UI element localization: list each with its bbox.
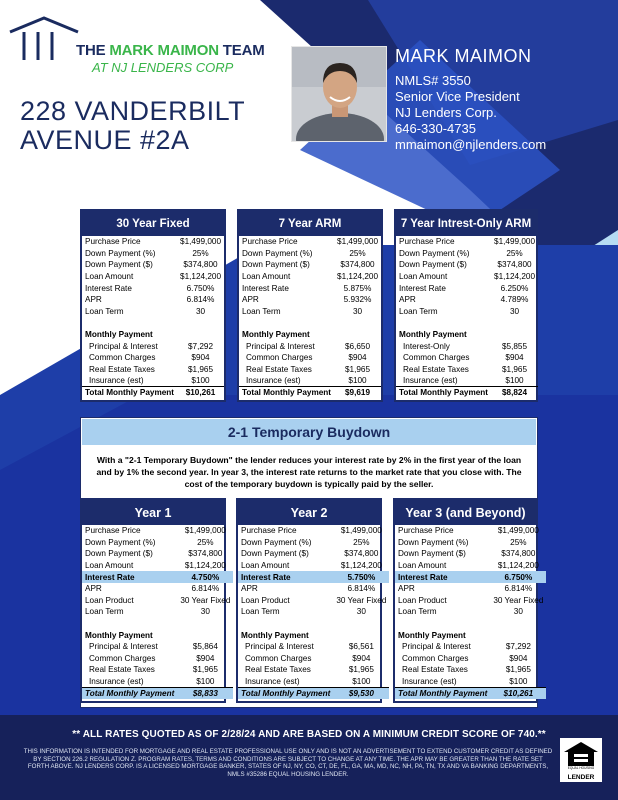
buydown-table-title: Year 2	[238, 500, 380, 525]
row-label: Loan Amount	[242, 272, 291, 282]
row-label: Loan Amount	[399, 272, 448, 282]
row-value: 30	[513, 607, 523, 617]
row-label: Down Payment ($)	[242, 260, 310, 270]
row-value: $904	[191, 353, 210, 363]
row-label: Loan Product	[398, 595, 447, 605]
row-label: Loan Amount	[398, 561, 447, 571]
row-value: $100	[509, 676, 528, 686]
table-row	[82, 606, 233, 618]
row-value: 6.750%	[186, 283, 215, 293]
row-label: Principal & Interest	[245, 642, 314, 652]
row-label: Insurance (est)	[89, 376, 144, 386]
row-value: $1,124,200	[180, 272, 221, 282]
row-value: 4.750%	[177, 571, 233, 583]
table-row	[239, 294, 381, 306]
row-value: 6.250%	[500, 283, 529, 293]
section-label: Monthly Payment	[398, 630, 466, 640]
agent-company: NJ Lenders Corp.	[395, 105, 497, 120]
row-value: 30	[352, 306, 363, 316]
row-value: $1,124,200	[184, 561, 226, 571]
row-label: Principal & Interest	[402, 642, 471, 652]
row-value: 25%	[192, 248, 209, 258]
section-label: Monthly Payment	[399, 330, 467, 340]
section-row	[82, 329, 224, 341]
table-row	[82, 248, 224, 260]
buydown-table-body	[238, 525, 389, 699]
row-value: $1,499,000	[340, 526, 382, 536]
row-value: $374,800	[340, 260, 375, 270]
table-row	[82, 653, 233, 665]
buydown-table-year-1	[80, 498, 231, 703]
rate-table-body	[239, 236, 381, 398]
row-label: Common Charges	[402, 653, 469, 663]
table-row	[238, 653, 389, 665]
row-value: $1,965	[348, 665, 374, 675]
section-row	[396, 329, 538, 341]
table-row	[395, 560, 546, 572]
row-label: Down Payment ($)	[85, 549, 153, 559]
row-value: 30	[509, 306, 520, 316]
row-value: $374,800	[501, 549, 536, 559]
total-row	[238, 687, 389, 699]
spacer-row	[82, 317, 224, 329]
row-value: 25%	[510, 537, 527, 547]
table-row	[82, 537, 233, 549]
rate-table-7-year-arm	[237, 209, 383, 402]
row-value: 5.750%	[333, 571, 389, 583]
row-label: Insurance (est)	[246, 376, 301, 386]
row-label: Loan Amount	[85, 272, 134, 282]
row-label: Interest Rate	[82, 571, 177, 583]
table-row	[82, 236, 224, 248]
table-row	[395, 641, 546, 653]
row-label: Interest Rate	[238, 571, 333, 583]
total-value: $9,619	[334, 387, 381, 399]
row-value: $904	[505, 353, 524, 363]
row-label: Interest Rate	[395, 571, 490, 583]
row-label: Down Payment (%)	[85, 248, 156, 258]
ehl-small-text: EQUAL HOUSING	[567, 766, 595, 770]
row-label: Down Payment (%)	[241, 537, 312, 547]
row-label: Principal & Interest	[89, 642, 158, 652]
table-row	[239, 271, 381, 283]
table-row	[239, 236, 381, 248]
row-value: $374,800	[497, 260, 532, 270]
rate-table-title: 7 Year ARM	[239, 211, 381, 236]
row-value: 25%	[349, 248, 366, 258]
row-value: 4.789%	[500, 295, 529, 305]
row-label: Loan Term	[85, 306, 124, 316]
row-label: Down Payment (%)	[85, 537, 156, 547]
interest-rate-row	[82, 571, 233, 583]
agent-email[interactable]: mmaimon@njlenders.com	[395, 137, 547, 152]
table-row	[82, 352, 224, 364]
total-row	[82, 387, 224, 399]
total-value: $8,824	[491, 387, 538, 399]
row-label: Down Payment ($)	[241, 549, 309, 559]
table-row	[395, 664, 546, 676]
row-label: Purchase Price	[241, 526, 297, 536]
row-value: $904	[509, 653, 528, 663]
row-label: Real Estate Taxes	[246, 364, 312, 374]
row-value: $1,124,200	[497, 561, 539, 571]
row-value: $1,499,000	[494, 237, 535, 247]
equal-housing-house-icon	[560, 740, 602, 768]
table-row	[396, 306, 538, 318]
table-row	[82, 259, 224, 271]
table-row	[82, 560, 233, 572]
row-label: Purchase Price	[85, 237, 141, 247]
table-row	[238, 641, 389, 653]
table-row	[238, 548, 389, 560]
table-row	[82, 595, 233, 607]
table-row	[238, 595, 389, 607]
spacer-row	[395, 618, 546, 630]
row-label: Down Payment ($)	[399, 260, 467, 270]
agent-photo	[291, 46, 387, 142]
row-value: $1,965	[505, 665, 531, 675]
table-row	[396, 271, 538, 283]
row-value: 5.875%	[343, 283, 372, 293]
row-label: Down Payment (%)	[399, 248, 470, 258]
row-label: Principal & Interest	[246, 341, 315, 351]
row-value: $374,800	[183, 260, 218, 270]
row-label: Real Estate Taxes	[89, 364, 155, 374]
table-row	[238, 525, 389, 537]
total-label: Total Monthly Payment	[82, 387, 177, 399]
row-label: Real Estate Taxes	[403, 364, 469, 374]
row-label: Insurance (est)	[89, 676, 144, 686]
rate-table-30-year-fixed	[80, 209, 226, 402]
table-row	[82, 306, 224, 318]
row-label: Purchase Price	[85, 526, 141, 536]
section-row	[395, 629, 546, 641]
row-label: Down Payment (%)	[242, 248, 313, 258]
section-label: Monthly Payment	[242, 330, 310, 340]
table-row	[82, 271, 224, 283]
section-label: Monthly Payment	[241, 630, 309, 640]
row-label: APR	[399, 295, 416, 305]
spacer-row	[238, 618, 389, 630]
buydown-description: With a "2-1 Temporary Buydown" the lender reduces your interest rate by 2% in the first year of the loan and by 1% the second year. In year 3, the interest rate returns to the market rate that you close with. The cost of the temporary buydown is typically paid by the seller.	[96, 455, 522, 489]
table-row	[395, 606, 546, 618]
buydown-table-title: Year 1	[82, 500, 224, 525]
total-label: Total Monthly Payment	[239, 387, 334, 399]
ehl-lender-text: LENDER	[567, 774, 595, 781]
row-label: Interest Rate	[399, 283, 446, 293]
row-value: $7,292	[505, 642, 531, 652]
row-label: Loan Term	[398, 607, 437, 617]
row-label: Insurance (est)	[402, 676, 457, 686]
row-label: Insurance (est)	[245, 676, 300, 686]
table-row	[238, 560, 389, 572]
row-value: $100	[348, 376, 367, 386]
buydown-title: 2-1 Temporary Buydown	[82, 419, 536, 445]
table-row	[396, 340, 538, 352]
row-value: $374,800	[344, 549, 379, 559]
table-row	[396, 375, 538, 387]
table-row	[238, 537, 389, 549]
spacer-row	[396, 317, 538, 329]
table-row	[239, 352, 381, 364]
row-label: Loan Term	[85, 607, 124, 617]
table-row	[395, 595, 546, 607]
table-row	[396, 236, 538, 248]
table-row	[82, 548, 233, 560]
legal-disclaimer: THIS INFORMATION IS INTENDED FOR MORTGAGE AND REAL ESTATE PROFESSIONAL USE ONLY AND IS NOT AN ADVERTISEMENT TO EXTEND CUSTOMER CREDIT AS DEFINED BY SECTION 226.2 REGULATION Z. PROGRAM RATES, TERMS AND CONDITIONS ARE SUBJECT TO CHANGE AT ANY TIME. THE APR MAY BE GREATER THAN THE RATE SET FORTH ABOVE. NJ LENDERS CORP. IS A LICENSED MORTGAGE BANKER, STATES OF NJ, NY, CO, CT, DE, FL, GA, MA, MD, NC, NH, PA, TN, TX AND VA BANKING DEPARTMENTS, NMLS #35286 EQUAL HOUSING LENDER.	[23, 748, 553, 778]
total-label: Total Monthly Payment	[396, 387, 491, 399]
row-label: Principal & Interest	[89, 341, 158, 351]
row-value: $100	[352, 676, 371, 686]
row-label: Real Estate Taxes	[245, 665, 311, 675]
buydown-table-year-2	[236, 498, 387, 703]
row-value: $1,124,200	[340, 561, 382, 571]
row-label: Purchase Price	[398, 526, 454, 536]
row-label: Loan Amount	[85, 561, 134, 571]
row-label: Common Charges	[89, 353, 156, 363]
total-value: $8,833	[177, 687, 233, 699]
row-label: Loan Term	[241, 607, 280, 617]
table-row	[239, 375, 381, 387]
row-label: Loan Product	[85, 595, 134, 605]
interest-rate-row	[238, 571, 389, 583]
row-label: Down Payment ($)	[398, 549, 466, 559]
agent-name: MARK MAIMON	[395, 46, 532, 66]
agent-phone[interactable]: 646-330-4735	[395, 121, 476, 136]
table-row	[238, 664, 389, 676]
row-value: $1,965	[192, 665, 218, 675]
row-label: Loan Product	[241, 595, 290, 605]
total-label: Total Monthly Payment	[395, 687, 490, 699]
row-value: $1,124,200	[494, 272, 535, 282]
rate-table-title: 30 Year Fixed	[82, 211, 224, 236]
table-row	[239, 248, 381, 260]
logo-team-suffix: TEAM	[218, 42, 265, 59]
spacer-row	[82, 618, 233, 630]
table-row	[82, 583, 233, 595]
row-value: 25%	[353, 537, 370, 547]
spacer-row	[239, 317, 381, 329]
table-row	[239, 306, 381, 318]
total-label: Total Monthly Payment	[82, 687, 177, 699]
total-label: Total Monthly Payment	[238, 687, 333, 699]
row-value: 30	[195, 306, 206, 316]
row-label: Common Charges	[403, 353, 470, 363]
row-value: 6.814%	[504, 584, 533, 594]
table-row	[396, 294, 538, 306]
total-row	[396, 387, 538, 399]
table-row	[395, 583, 546, 595]
equal-housing-lender-logo	[560, 738, 602, 782]
table-row	[239, 282, 381, 294]
row-label: APR	[242, 295, 259, 305]
total-row	[395, 687, 546, 699]
table-row	[82, 641, 233, 653]
row-value: $6,650	[344, 341, 371, 351]
table-row	[82, 525, 233, 537]
total-value: $9,530	[333, 687, 389, 699]
row-label: Loan Term	[399, 306, 438, 316]
table-row	[239, 259, 381, 271]
logo-team-highlight: MARK MAIMON	[109, 42, 219, 59]
table-row	[82, 364, 224, 376]
row-value: $7,292	[187, 341, 214, 351]
total-row	[239, 387, 381, 399]
logo-team-prefix: THE	[76, 42, 110, 59]
rate-table-body	[396, 236, 538, 398]
row-label: Down Payment (%)	[398, 537, 469, 547]
row-label: Purchase Price	[242, 237, 298, 247]
row-value: $1,499,000	[184, 526, 226, 536]
buydown-table-body	[395, 525, 546, 699]
row-value: 30 Year Fixed	[493, 595, 544, 605]
rates-note: ** ALL RATES QUOTED AS OF 2/28/24 AND ARE BASED ON A MINIMUM CREDIT SCORE OF 740.**	[72, 729, 546, 740]
total-row	[82, 687, 233, 699]
row-value: $100	[196, 676, 215, 686]
table-row	[239, 364, 381, 376]
row-value: $6,561	[348, 642, 374, 652]
row-value: $1,965	[501, 364, 528, 374]
total-value: $10,261	[490, 687, 546, 699]
row-value: 30	[356, 607, 366, 617]
row-value: 25%	[197, 537, 214, 547]
row-value: 6.814%	[191, 584, 220, 594]
agent-portrait-icon	[292, 47, 387, 142]
row-label: APR	[398, 584, 415, 594]
row-label: Common Charges	[246, 353, 313, 363]
row-value: 6.750%	[490, 571, 546, 583]
table-row	[396, 248, 538, 260]
row-value: $1,499,000	[180, 237, 221, 247]
row-label: Insurance (est)	[403, 376, 458, 386]
table-row	[395, 525, 546, 537]
row-label: APR	[85, 584, 102, 594]
section-row	[82, 629, 233, 641]
agent-nmls: NMLS# 3550	[395, 73, 471, 88]
row-label: Loan Term	[242, 306, 281, 316]
buydown-table-year-3	[393, 498, 544, 703]
row-value: $374,800	[188, 549, 223, 559]
row-value: 6.814%	[186, 295, 215, 305]
table-row	[82, 294, 224, 306]
row-value: 30	[200, 607, 210, 617]
row-value: $904	[196, 653, 215, 663]
section-label: Monthly Payment	[85, 330, 153, 340]
row-label: Down Payment ($)	[85, 260, 153, 270]
row-value: 30 Year Fixed	[336, 595, 387, 605]
row-label: Common Charges	[89, 653, 156, 663]
row-value: $100	[505, 376, 524, 386]
total-value: $10,261	[177, 387, 224, 399]
table-row	[238, 583, 389, 595]
row-value: $1,124,200	[337, 272, 378, 282]
row-value: 5.932%	[343, 295, 372, 305]
row-value: 6.814%	[347, 584, 376, 594]
rate-table-title: 7 Year Intrest-Only ARM	[396, 211, 536, 236]
row-label: Real Estate Taxes	[402, 665, 468, 675]
row-label: APR	[241, 584, 258, 594]
row-value: $1,965	[344, 364, 371, 374]
row-value: $5,864	[192, 642, 218, 652]
row-value: 30 Year Fixed	[180, 595, 231, 605]
row-value: $100	[191, 376, 210, 386]
row-value: 25%	[506, 248, 523, 258]
table-row	[82, 676, 233, 688]
table-row	[396, 352, 538, 364]
rate-table-body	[82, 236, 224, 398]
buydown-table-title: Year 3 (and Beyond)	[395, 500, 536, 525]
table-row	[395, 548, 546, 560]
row-label: Real Estate Taxes	[89, 665, 155, 675]
section-row	[239, 329, 381, 341]
section-row	[238, 629, 389, 641]
table-row	[395, 653, 546, 665]
rate-table-7-year-interest-only-arm	[394, 209, 538, 402]
row-label: Common Charges	[245, 653, 312, 663]
row-label: Purchase Price	[399, 237, 455, 247]
row-value: $1,499,000	[497, 526, 539, 536]
property-address: 228 VANDERBILT AVENUE #2A	[20, 96, 245, 155]
table-row	[395, 676, 546, 688]
row-value: $904	[348, 353, 367, 363]
row-value: $904	[352, 653, 371, 663]
row-label: Interest Rate	[242, 283, 289, 293]
logo-team-name	[76, 42, 265, 59]
agent-title: Senior Vice President	[395, 89, 520, 104]
table-row	[82, 340, 224, 352]
table-row	[395, 537, 546, 549]
row-value: $5,855	[501, 341, 528, 351]
buydown-table-body	[82, 525, 233, 699]
agent-info	[395, 46, 615, 153]
row-value: $1,499,000	[337, 237, 378, 247]
row-value: $1,965	[187, 364, 214, 374]
table-row	[239, 340, 381, 352]
table-row	[238, 676, 389, 688]
table-row	[82, 282, 224, 294]
table-row	[82, 664, 233, 676]
interest-rate-row	[395, 571, 546, 583]
row-label: Loan Amount	[241, 561, 290, 571]
house-logo-icon	[8, 16, 80, 62]
table-row	[238, 606, 389, 618]
table-row	[396, 259, 538, 271]
logo-corp: AT NJ LENDERS CORP	[92, 60, 234, 75]
row-label: APR	[85, 295, 102, 305]
section-label: Monthly Payment	[85, 630, 153, 640]
table-row	[396, 282, 538, 294]
table-row	[82, 375, 224, 387]
row-label: Interest-Only	[403, 341, 450, 351]
table-row	[396, 364, 538, 376]
row-label: Interest Rate	[85, 283, 132, 293]
